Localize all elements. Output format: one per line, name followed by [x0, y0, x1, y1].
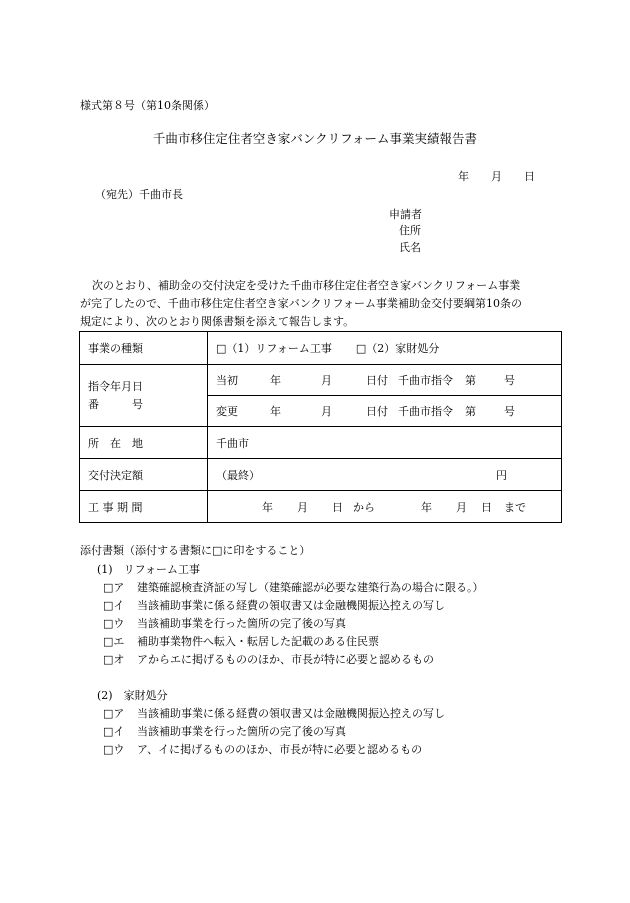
attachment-item[interactable] [103, 617, 346, 631]
change-date-suffix: 日付 [366, 405, 388, 418]
attachments-title: 添付書類（添付する書類に□に印をすること） [80, 544, 311, 557]
change-no-suffix: 号 [504, 405, 515, 418]
attachments-section2-heading: (2) 家財処分 [97, 689, 168, 702]
type-option-household[interactable]: □（2）家財処分 [355, 342, 440, 355]
initial-no-suffix: 号 [504, 374, 515, 387]
attachment-text: 当該補助事業を行った箇所の完了後の写真 [137, 725, 346, 738]
period-month-end: 月 [456, 500, 467, 514]
order-date-label: 指令年月日 [88, 379, 143, 393]
type-option-reform[interactable]: □（1）リフォーム工事 [216, 342, 332, 355]
attachment-text: ア、イに掲げるもののほか、市長が特に必要と認めるもの [137, 743, 423, 756]
attachment-checkbox[interactable]: □ア [103, 581, 125, 594]
form-number: 様式第８号（第10条関係） [80, 99, 215, 112]
attachment-item[interactable] [103, 707, 445, 721]
attachment-text: 当該補助事業を行った箇所の完了後の写真 [137, 617, 346, 630]
table-row-type [80, 332, 562, 365]
change-year: 年 [270, 405, 281, 418]
change-month: 月 [321, 405, 332, 418]
change-directive: 千曲市指令 [398, 405, 453, 418]
addressee: （宛先）千曲市長 [95, 188, 183, 201]
attachment-checkbox[interactable]: □エ [103, 635, 125, 648]
initial-label: 当初 [216, 374, 238, 387]
order-number-label: 番 号 [88, 397, 143, 411]
period-day-start: 日 [332, 500, 343, 514]
amount-label: 交付決定額 [80, 459, 208, 491]
attachments-section1-heading: (1) リフォーム工事 [97, 563, 201, 576]
table-row-amount [80, 459, 562, 491]
location-label: 所 在 地 [80, 427, 208, 459]
attachment-item[interactable] [103, 581, 484, 595]
date-day: 日 [524, 170, 535, 183]
date-line [458, 170, 535, 184]
applicant-address-label: 住所 [399, 224, 421, 237]
amount-prefix: （最終） [216, 468, 260, 482]
attachment-checkbox[interactable]: □ア [103, 707, 125, 720]
period-to: まで [504, 500, 526, 514]
report-table [79, 331, 562, 523]
body-line: 次のとおり、補助金の交付決定を受けた千曲市移住定住者空き家バンクリフォーム事業 [92, 279, 521, 292]
attachment-checkbox[interactable]: □ウ [103, 617, 125, 630]
attachment-checkbox[interactable]: □ウ [103, 743, 125, 756]
period-from: から [353, 500, 375, 514]
attachment-item[interactable] [103, 725, 346, 739]
attachment-text: アからエに掲げるもののほか、市長が特に必要と認めるもの [137, 653, 434, 666]
initial-month: 月 [321, 374, 332, 387]
change-no-prefix: 第 [465, 405, 476, 418]
change-label: 変更 [216, 405, 238, 418]
attachment-checkbox[interactable]: □オ [103, 653, 125, 666]
initial-year: 年 [270, 374, 281, 387]
type-label: 事業の種類 [80, 332, 208, 365]
location-value[interactable]: 千曲市 [208, 427, 562, 459]
body-line: 規定により、次のとおり関係書類を添えて報告します。 [80, 315, 355, 328]
order-label [80, 365, 208, 427]
attachment-item[interactable] [103, 599, 445, 613]
attachment-item[interactable] [103, 743, 422, 757]
initial-order-cell [208, 365, 562, 396]
period-day-end: 日 [481, 500, 492, 514]
change-order-cell [208, 396, 562, 427]
attachment-checkbox[interactable]: □イ [103, 599, 125, 612]
amount-cell[interactable] [208, 459, 562, 491]
initial-no-prefix: 第 [465, 374, 476, 387]
document-title: 千曲市移住定住者空き家バンクリフォーム事業実績報告書 [152, 131, 478, 146]
period-year-end: 年 [421, 500, 432, 514]
period-year-start: 年 [262, 500, 273, 514]
amount-unit: 円 [496, 468, 507, 482]
table-row-location [80, 427, 562, 459]
date-year: 年 [458, 170, 469, 183]
applicant-label: 申請者 [389, 208, 422, 221]
attachment-checkbox[interactable]: □イ [103, 725, 125, 738]
table-row-period [80, 491, 562, 523]
attachment-item[interactable] [103, 653, 434, 667]
attachment-text: 当該補助事業に係る経費の領収書又は金融機関振込控えの写し [137, 707, 445, 720]
initial-directive: 千曲市指令 [398, 374, 453, 387]
body-line: が完了したので、千曲市移住定住者空き家バンクリフォーム事業補助金交付要綱第10条の [80, 297, 523, 310]
period-label: 工 事 期 間 [80, 491, 208, 523]
type-options [208, 332, 562, 365]
attachment-text: 当該補助事業に係る経費の領収書又は金融機関振込控えの写し [137, 599, 445, 612]
period-month-start: 月 [297, 500, 308, 514]
period-cell[interactable] [208, 491, 562, 523]
table-row-initial [80, 365, 562, 396]
attachment-item[interactable] [103, 635, 379, 649]
attachment-text: 建築確認検査済証の写し（建築確認が必要な建築行為の場合に限る。） [137, 581, 484, 594]
date-month: 月 [491, 170, 502, 183]
body-text [80, 277, 555, 331]
applicant-name-label: 氏名 [399, 241, 421, 254]
attachment-text: 補助事業物件へ転入・転居した記載のある住民票 [137, 635, 379, 648]
initial-date-suffix: 日付 [366, 374, 388, 387]
